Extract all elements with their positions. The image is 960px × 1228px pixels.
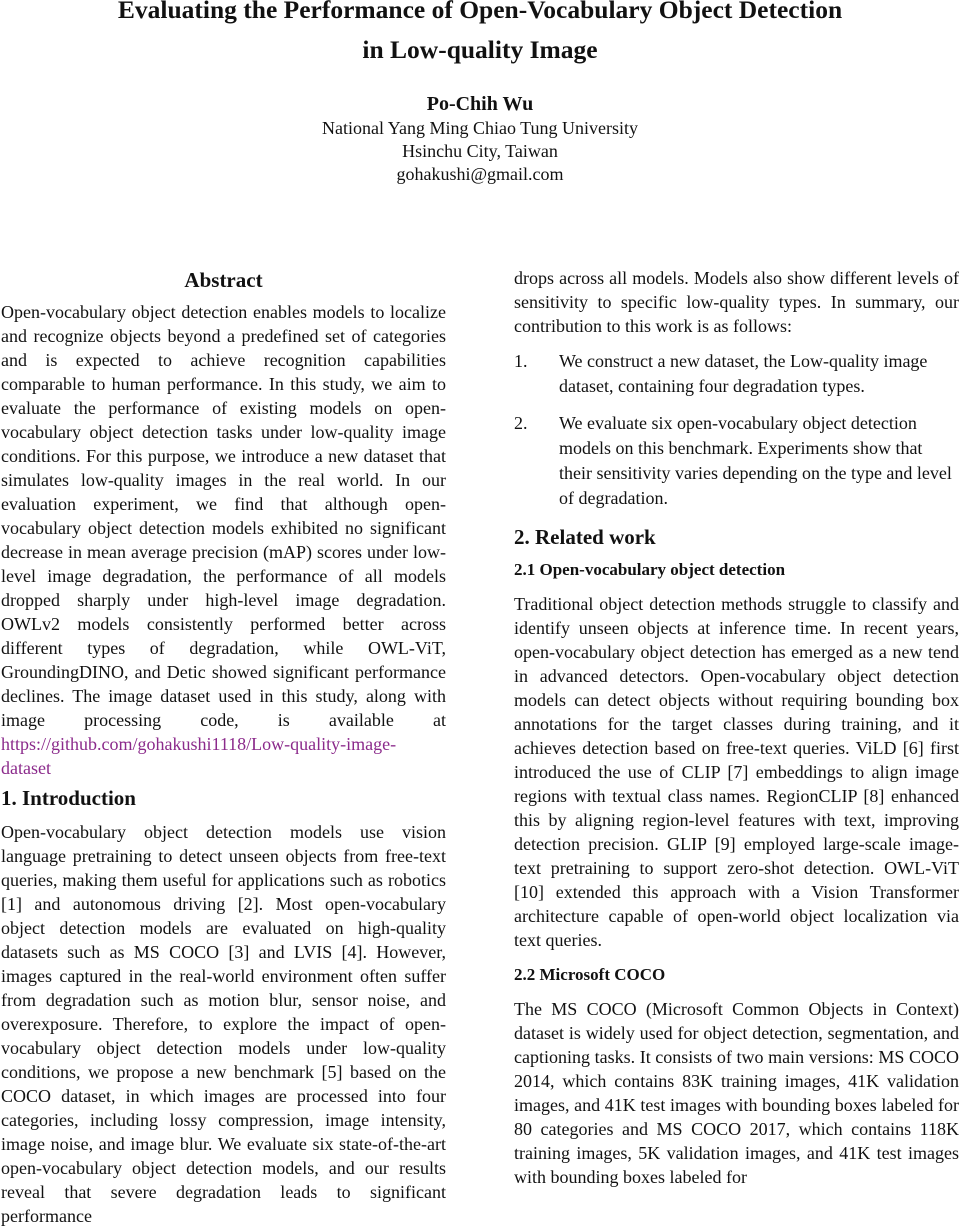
left-column xyxy=(1,266,446,1228)
list-item xyxy=(514,349,959,399)
list-item-number: 2. xyxy=(514,413,528,433)
author-email: gohakushi@gmail.com xyxy=(396,164,564,184)
subsection-coco-heading: 2.2 Microsoft COCO xyxy=(514,965,666,984)
title-line-1: Evaluating the Performance of Open-Vocabulary Object Detection xyxy=(117,0,843,24)
subsection-coco-text: The MS COCO (Microsoft Common Objects in Context) dataset is widely used for object detection, segmentation, and captioning tasks. It consists of two main versions: MS COCO 2014, which contains 83K training images, 41K validation images, and 41K test images with bounding boxes labeled for 80 categories and MS COCO 2017, which contains 118K training images, 5K validation images, and 41K test images with bounding boxes labeled for xyxy=(514,999,959,1187)
author-block xyxy=(0,91,960,186)
subsection-ovod-heading: 2.1 Open-vocabulary object detection xyxy=(514,560,786,579)
author-name: Po-Chih Wu xyxy=(426,93,534,115)
abstract-body: Open-vocabulary object detection enables models to localize and recognize objects beyond a predefined set of categories and is expected to achieve recognition capabilities comparable to human performance. In this study, we aim to evaluate the performance of existing models on open-vocabulary object detection tasks under low-quality image conditions. For this purpose, we introduce a new dataset that simulates low-quality images in the real world. In our evaluation experiment, we find that although open-vocabulary object detection models exhibited no significant decrease in mean average precision (mAP) scores under low-level image degradation, the performance of all models dropped sharply under high-level image degradation. OWLv2 models consistently performed better across different types of degradation, while OWL-ViT, GroundingDINO, and Detic showed significant performance declines. The image dataset used in this study, along with image processing code, is available at xyxy=(1,302,446,730)
introduction-heading: 1. Introduction xyxy=(1,786,136,810)
dataset-link[interactable]: https://github.com/gohakushi1118/Low-quality-image-dataset xyxy=(1,734,397,778)
list-item-number: 1. xyxy=(514,351,528,371)
author-affiliation: National Yang Ming Chiao Tung University xyxy=(321,118,639,138)
subsection-ovod-text: Traditional object detection methods struggle to classify and identify unseen objects at inference time. In recent years, open-vocabulary object detection has emerged as a new tend in advanced detectors. Open-vocabulary object detection models can detect objects without requiring bounding box annotations for the target classes during training, and it achieves detection based on free-text queries. ViLD [6] first introduced the use of CLIP [7] embeddings to align image regions with textual class names. RegionCLIP [8] enhanced this by aligning region-level features with text, improving detection precision. GLIP [9] employed large-scale image-text pretraining to support zero-shot detection. OWL-ViT [10] extended this approach with a Vision Transformer architecture capable of open-world object localization via text queries. xyxy=(514,594,959,950)
introduction-text: Open-vocabulary object detection models use vision language pretraining to detect unseen objects from free-text queries, making them useful for applications such as robotics [1] and autonomous driving [2]. Most open-vocabulary object detection models are evaluated on high-quality datasets such as MS COCO [3] and LVIS [4]. However, images captured in the real-world environment often suffer from degradation such as motion blur, sensor noise, and overexposure. Therefore, to explore the impact of open-vocabulary object detection models under low-quality conditions, we propose a new benchmark [5] based on the COCO dataset, in which images are processed into four categories, including lossy compression, image intensity, image noise, and image blur. We evaluate six state-of-the-art open-vocabulary object detection models, and our results reveal that severe degradation leads to significant performance xyxy=(1,822,446,1226)
abstract-text xyxy=(1,300,446,780)
list-item-text: We construct a new dataset, the Low-quality image dataset, containing four degradation types. xyxy=(559,351,928,396)
title-line-2: in Low-quality Image xyxy=(362,35,598,64)
paper-title xyxy=(0,0,960,70)
list-item xyxy=(514,411,959,511)
related-work-heading: 2. Related work xyxy=(514,525,656,549)
contribution-list xyxy=(514,349,959,511)
author-location: Hsinchu City, Taiwan xyxy=(402,141,558,161)
introduction-continuation: drops across all models. Models also show different levels of sensitivity to specific low-quality types. In summary, our contribution to this work is as follows: xyxy=(514,268,959,336)
abstract-heading: Abstract xyxy=(184,268,263,292)
list-item-text: We evaluate six open-vocabulary object detection models on this benchmark. Experiments show that their sensitivity varies depending on the type and level of degradation. xyxy=(559,413,952,508)
right-column xyxy=(514,266,959,1189)
